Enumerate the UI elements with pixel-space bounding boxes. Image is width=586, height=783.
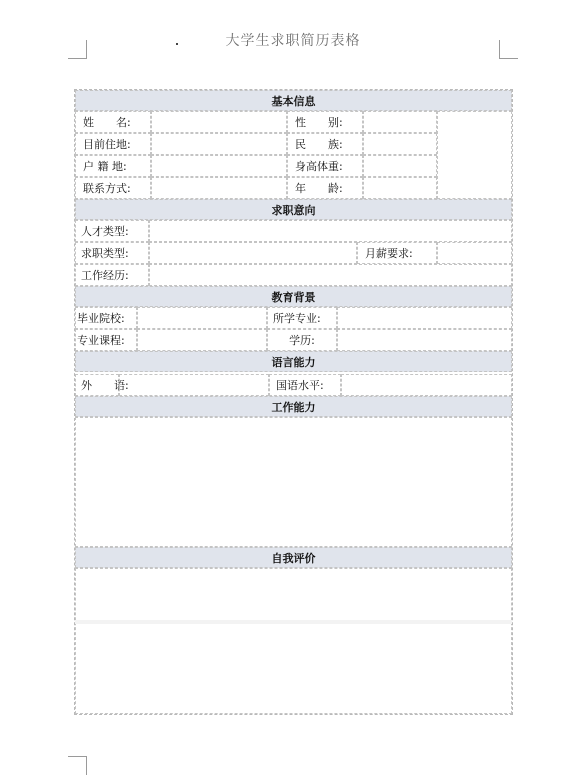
- field-talent-type[interactable]: [149, 220, 512, 242]
- label-height-weight: 身高体重:: [287, 155, 363, 177]
- label-gender: 性 别:: [287, 111, 363, 133]
- label-residence: 目前住地:: [75, 133, 151, 155]
- field-height-weight[interactable]: [363, 155, 437, 177]
- label-age: 年 龄:: [287, 177, 363, 199]
- field-school[interactable]: [137, 307, 267, 329]
- field-hukou[interactable]: [151, 155, 287, 177]
- field-experience[interactable]: [149, 264, 512, 286]
- label-salary: 月薪要求:: [357, 242, 437, 264]
- section-self-evaluation: 自我评价: [75, 547, 512, 568]
- field-salary[interactable]: [437, 242, 512, 264]
- section-education: 教育背景: [75, 286, 512, 307]
- label-major: 所学专业:: [267, 307, 337, 329]
- label-foreign-language: 外 语:: [75, 374, 119, 396]
- photo-box[interactable]: [437, 111, 512, 199]
- crop-mark-top-right: [499, 40, 518, 59]
- stray-dot: [176, 43, 178, 45]
- section-work-ability: 工作能力: [75, 396, 512, 417]
- section-job-intent: 求职意向: [75, 199, 512, 220]
- field-contact[interactable]: [151, 177, 287, 199]
- label-experience: 工作经历:: [75, 264, 149, 286]
- field-residence[interactable]: [151, 133, 287, 155]
- label-name: 姓 名:: [75, 111, 151, 133]
- resume-table: [74, 89, 513, 715]
- label-mandarin-level: 国语水平:: [269, 374, 341, 396]
- label-talent-type: 人才类型:: [75, 220, 149, 242]
- label-school: 毕业院校:: [75, 307, 137, 329]
- field-name[interactable]: [151, 111, 287, 133]
- field-courses[interactable]: [137, 329, 267, 351]
- work-ability-area[interactable]: [75, 417, 512, 547]
- field-foreign-language[interactable]: [119, 374, 269, 396]
- field-age[interactable]: [363, 177, 437, 199]
- section-basic-info: 基本信息: [75, 90, 512, 111]
- crop-mark-bottom-left: [68, 756, 87, 775]
- field-ethnicity[interactable]: [363, 133, 437, 155]
- field-major[interactable]: [337, 307, 512, 329]
- scan-artifact: [75, 620, 512, 624]
- field-degree[interactable]: [337, 329, 512, 351]
- section-language: 语言能力: [75, 351, 512, 372]
- self-evaluation-area[interactable]: [75, 568, 512, 714]
- label-courses: 专业课程:: [75, 329, 137, 351]
- label-contact: 联系方式:: [75, 177, 151, 199]
- label-hukou: 户 籍 地:: [75, 155, 151, 177]
- field-gender[interactable]: [363, 111, 437, 133]
- document-title: 大学生求职简历表格: [225, 33, 361, 49]
- field-mandarin-level[interactable]: [341, 374, 512, 396]
- crop-mark-top-left: [68, 40, 87, 59]
- field-job-type[interactable]: [149, 242, 357, 264]
- label-degree: 学历:: [267, 329, 337, 351]
- label-job-type: 求职类型:: [75, 242, 149, 264]
- label-ethnicity: 民 族:: [287, 133, 363, 155]
